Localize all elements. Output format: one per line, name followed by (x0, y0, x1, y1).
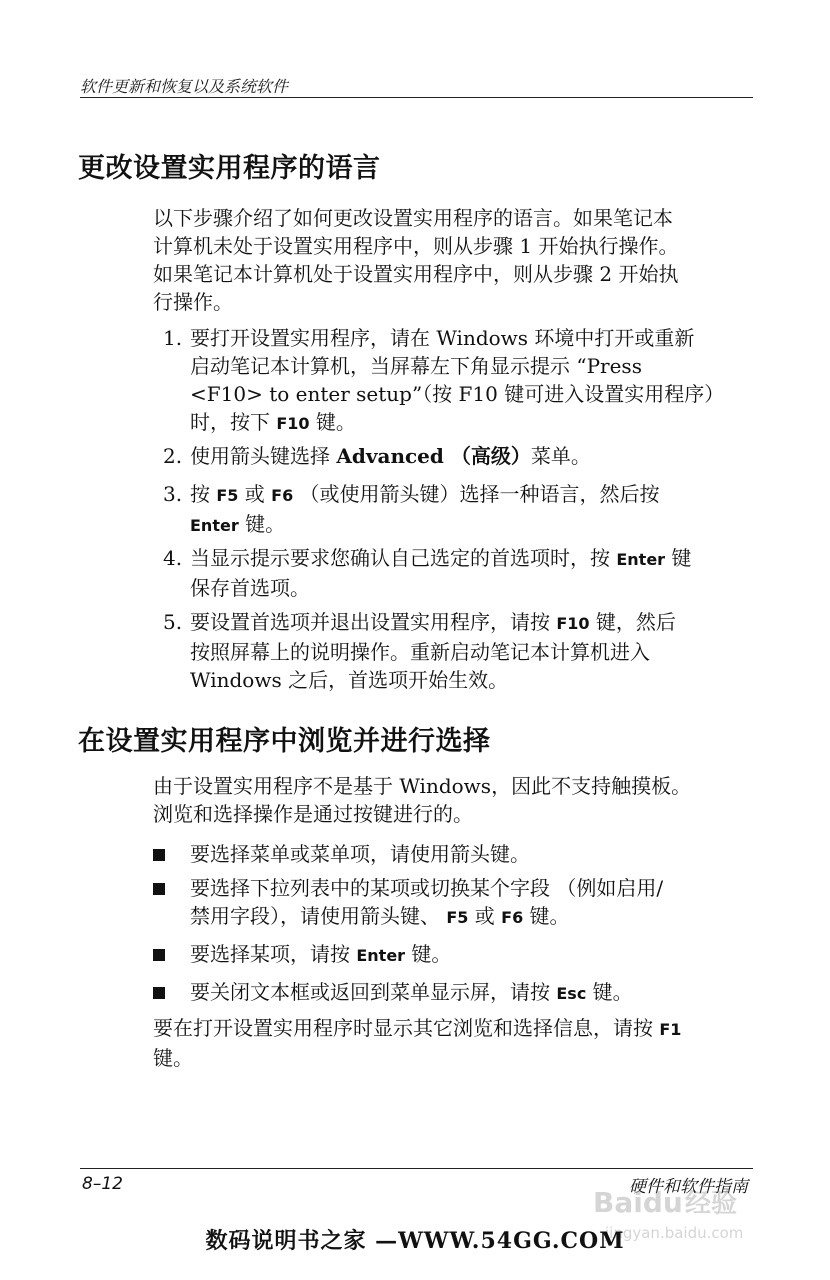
step-line: <F10> to enter setup”（按 F10 键可进入设置实用程序） (190, 382, 725, 406)
section-title-navigate: 在设置实用程序中浏览并进行选择 (78, 726, 491, 757)
step-line (190, 608, 753, 638)
intro-line: 浏览和选择操作是通过按键进行的。 (153, 802, 473, 826)
bullet-item (153, 874, 753, 932)
page-number: 8–12 (82, 1174, 123, 1194)
step-line (190, 544, 753, 574)
step-text: 键。 (238, 512, 286, 536)
key-label: F5 (216, 486, 239, 505)
bullet-square-icon (153, 883, 165, 895)
key-label: F10 (276, 414, 310, 433)
step-line: 保存首选项。 (190, 576, 310, 600)
step-line (190, 442, 753, 470)
step-text: 键。 (309, 410, 356, 434)
bullet-text: 键。 (523, 904, 570, 928)
bullet-text: 要选择某项，请按 (190, 942, 357, 966)
step-text: 要设置首选项并退出设置实用程序，请按 (190, 610, 557, 634)
intro-line: 行操作。 (153, 290, 233, 314)
closing-line (153, 1014, 753, 1044)
key-label: Esc (556, 984, 587, 1003)
bullet-text: 要关闭文本框或返回到菜单显示屏，请按 (190, 980, 557, 1004)
key-label: F5 (446, 908, 469, 927)
step-4 (163, 544, 753, 602)
step-line: 启动笔记本计算机，当屏幕左下角显示提示 “Press (190, 354, 642, 378)
key-label: F10 (556, 614, 590, 633)
step-number: 4. (163, 546, 183, 570)
intro-line: 以下步骤介绍了如何更改设置实用程序的语言。如果笔记本 (153, 206, 673, 230)
step-line (190, 480, 753, 510)
step-number: 2. (163, 444, 183, 468)
step-text: 菜单。 (530, 444, 591, 468)
footer-rule (80, 1168, 753, 1169)
section2-intro (153, 772, 753, 828)
intro-line: 如果笔记本计算机处于设置实用程序中，则从步骤 2 开始执 (153, 262, 679, 286)
guide-title: 硬件和软件指南 (629, 1177, 748, 1197)
running-header: 软件更新和恢复以及系统软件 (80, 77, 289, 96)
bullet-text: 要选择菜单或菜单项，请使用箭头键。 (190, 842, 530, 866)
step-text: 当显示提示要求您确认自己选定的首选项时，按 (190, 546, 617, 570)
step-line: Windows 之后，首选项开始生效。 (190, 668, 509, 692)
closing-line: 键。 (153, 1046, 193, 1070)
header-rule (80, 97, 753, 98)
step-text: （或使用箭头键）选择一种语言，然后按 (293, 482, 660, 506)
bullet-square-icon (153, 949, 165, 961)
bullet-square-icon (153, 987, 165, 999)
key-label: Enter (190, 516, 239, 535)
step-text: 使用箭头键选择 (190, 444, 337, 468)
step-line (190, 408, 753, 438)
step-number: 3. (163, 482, 183, 506)
bullet-text: 键。 (405, 942, 452, 966)
step-1 (163, 324, 753, 438)
menu-name: Advanced （高级） (336, 444, 531, 468)
bullet-line (190, 902, 753, 932)
bullet-line: 要选择下拉列表中的某项或切换某个字段 （例如启用/ (190, 876, 664, 900)
section1-intro (153, 204, 753, 316)
key-label: Enter (616, 550, 666, 569)
step-line: 按照屏幕上的说明操作。重新启动笔记本计算机进入 (190, 640, 650, 664)
step-text: 键 (665, 546, 692, 570)
key-label: Enter (356, 946, 406, 965)
key-label: F6 (501, 908, 524, 927)
svg-text:经验: 经验 (685, 1189, 738, 1219)
bullet-text: 禁用字段），请使用箭头键、 (190, 904, 447, 928)
bullet-square-icon (153, 849, 165, 861)
intro-line: 计算机未处于设置实用程序中，则从步骤 1 开始执行操作。 (153, 234, 679, 258)
svg-text:jingyan.baidu.com: jingyan.baidu.com (605, 1224, 744, 1242)
step-5 (163, 608, 753, 694)
step-2 (163, 442, 753, 470)
bullet-text: 或 (468, 904, 502, 928)
step-3 (163, 480, 753, 540)
site-footer-note: 数码说明书之家 —WWW.54GG.COM (205, 1228, 625, 1254)
key-label: F6 (271, 486, 294, 505)
step-text: 或 (238, 482, 272, 506)
step-text: 键，然后 (589, 610, 676, 634)
step-line: 要打开设置实用程序，请在 Windows 环境中打开或重新 (190, 326, 695, 350)
bullet-item (153, 840, 753, 868)
closing-text: 要在打开设置实用程序时显示其它浏览和选择信息，请按 (153, 1016, 660, 1040)
svg-text:Baidu: Baidu (593, 1186, 683, 1219)
key-label: F1 (659, 1020, 682, 1039)
step-line (190, 510, 753, 540)
step-text: 时，按下 (190, 410, 277, 434)
section-title-change-language: 更改设置实用程序的语言 (78, 153, 381, 184)
step-number: 1. (163, 326, 183, 350)
intro-line: 由于设置实用程序不是基于 Windows，因此不支持触摸板。 (153, 774, 692, 798)
bullet-item (153, 978, 753, 1008)
bullet-item (153, 940, 753, 970)
step-number: 5. (163, 610, 183, 634)
closing-paragraph (153, 1014, 753, 1072)
bullet-text: 键。 (586, 980, 633, 1004)
step-text: 按 (190, 482, 217, 506)
